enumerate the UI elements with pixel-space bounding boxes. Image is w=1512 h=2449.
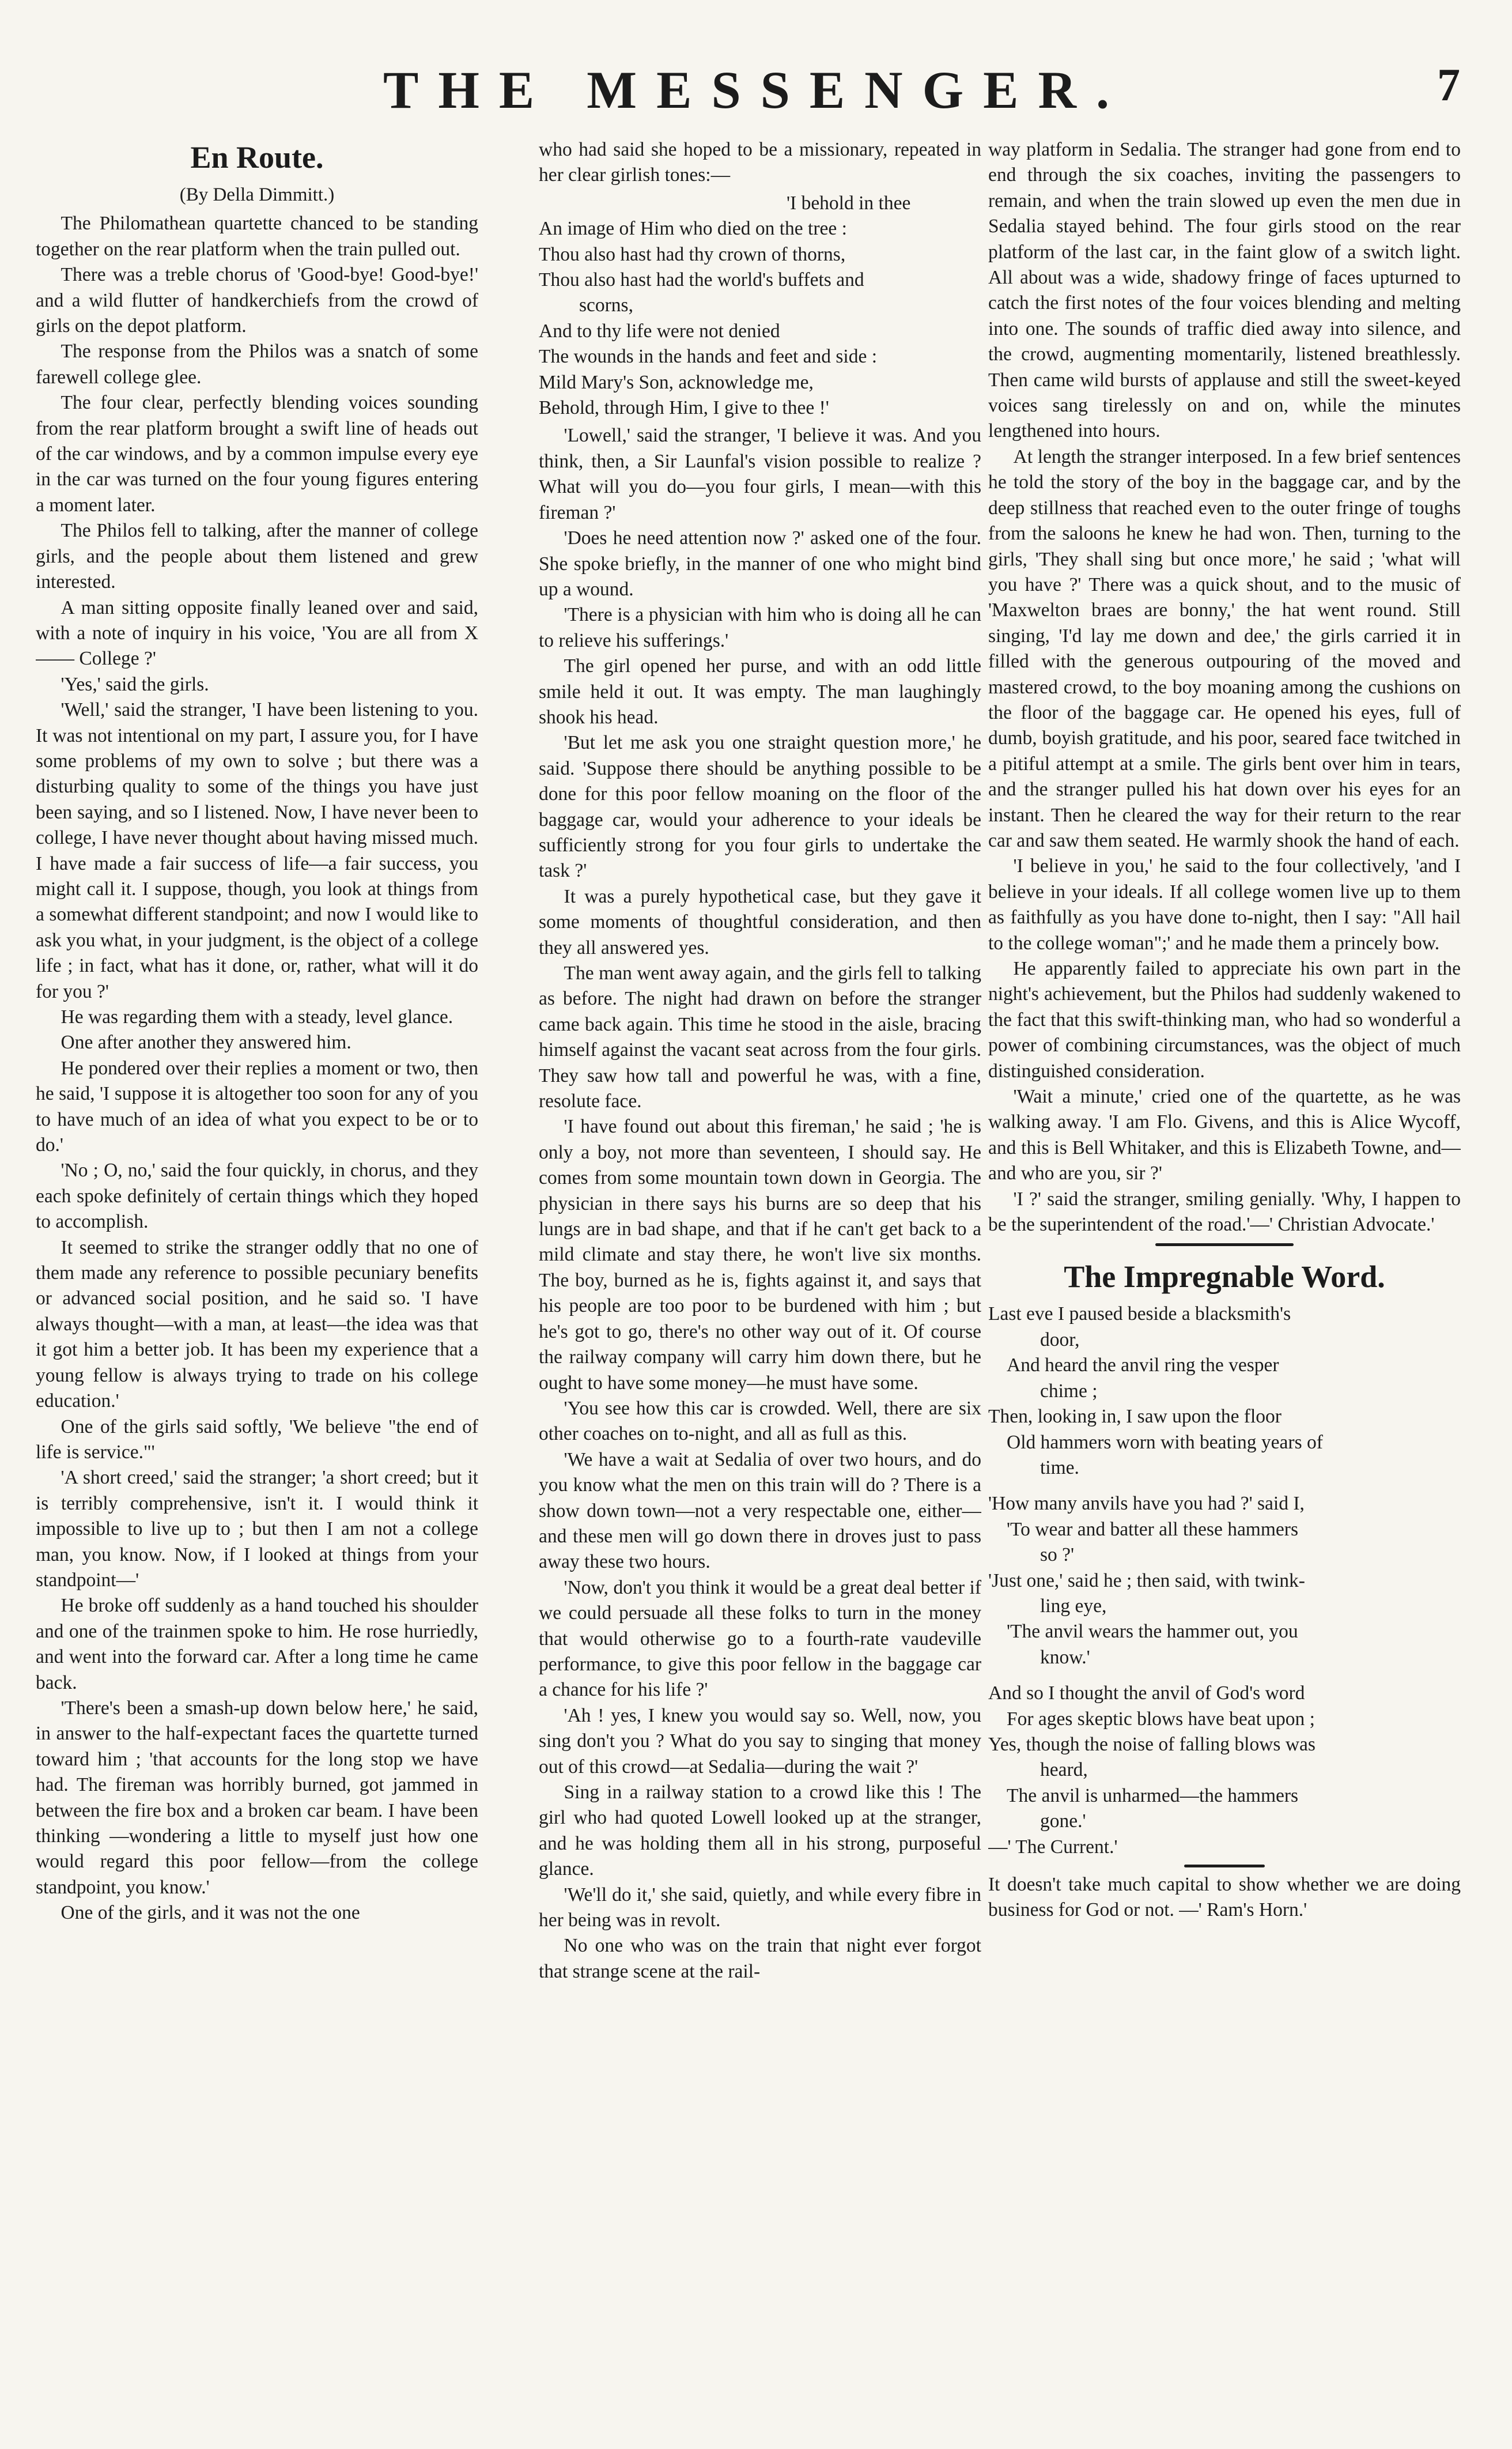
poem-line: 'I behold in thee: [787, 192, 911, 214]
paragraph: There was a treble chorus of 'Good-bye! Good-bye!' and a wild flutter of handkerchiefs from the crowd of girls on the depot platform.: [36, 264, 478, 337]
paragraph: 'I believe in you,' he said to the four collectively, 'and I believe in your ideals. If all college women live up to them as faithfully as you have done to-night, then I say: "All hail to the college woman";' and he made them a princely bow.: [988, 855, 1461, 954]
paragraph: The Philos fell to talking, after the manner of college girls, and the people about them listened and grew interested.: [36, 520, 478, 593]
poem-line: Then, looking in, I saw upon the floor: [988, 1406, 1282, 1428]
poem-line: 'Just one,' said he ; then said, with twink-: [988, 1569, 1305, 1591]
paragraph: One of the girls, and it was not the one: [61, 1902, 360, 1924]
paragraph: One of the girls said softly, 'We believe "the end of life is service."': [36, 1416, 478, 1463]
paragraph: 'Wait a minute,' cried one of the quartette, as he was walking away. 'I am Flo. Givens, and this is Alice Wycoff, and this is Bell Whitaker, and this is Elizabeth Towne, and—and who are you, sir ?': [988, 1086, 1461, 1184]
paragraph: The Philomathean quartette chanced to be standing together on the rear platform when the train pulled out.: [36, 213, 478, 260]
column-2: [539, 137, 981, 2437]
paragraph: He pondered over their replies a moment or two, then he said, 'I suppose it is altogether too soon for any of you to have much of an idea of what you expect to be or to do.': [36, 1057, 478, 1156]
poem-line: And heard the anvil ring the vesper: [1007, 1354, 1279, 1376]
poem-line: heard,: [1040, 1759, 1088, 1781]
poem-line: Thou also hast had thy crown of thorns,: [539, 243, 846, 265]
paragraph: The four clear, perfectly blending voices sounding from the rear platform brought a swift line of heads out of the car windows, and by a common impulse every eye in the car was turned on the four young figures entering a moment later.: [36, 392, 478, 516]
paragraph: 'Lowell,' said the stranger, 'I believe it was. And you think, then, a Sir Launfal's vision possible to realize ? What will you do—you four girls, I mean—with this fireman ?': [539, 425, 981, 523]
poem-line: And to thy life were not denied: [539, 320, 780, 342]
poem-line: 'The anvil wears the hammer out, you: [1007, 1621, 1298, 1643]
paragraph: 'I have found out about this fireman,' he said ; 'he is only a boy, not more than seventeen, I should say. He comes from some mountain town down in Georgia. The physician in there says his burns are so deep that his lungs are in bad shape, and that if he can't get back to a mild climate and stay there, he won't live six months. The boy, burned as he is, fights against it, and says that his people are too poor to be burdened with him ; but he's got to go, there's no other way out of it. Of course the railway company will carry him down there, but he ought to have some money—he must have some.: [539, 1116, 981, 1394]
poem-impregnable-word: [988, 1301, 1461, 1860]
paragraph: At length the stranger interposed. In a few brief sentences he told the story of the boy in the baggage car, and by the deep stillness that reached even to the outer fringe of toughs from the saloons he knew he had won. Then, turning to the girls, 'They shall sing but once more,' he said ; 'what will you have ?' There was a quick shout, and to the music of 'Maxwelton braes are bonny,' the hat went round. Still singing, 'I'd lay me down and dee,' the girls carried it in filled with the generous outpouring of the moved and mastered crowd, to the boy moaning among the cushions on the floor of the baggage car. He opened his eyes, full of dumb, boyish gratitude, and his poor, seared face twitched in a pitiful attempt at a smile. The girls bent over him in tears, and the stranger pulled his hat down over his eyes for an instant. Then he cleared the way for their return to the rear car and saw them seated. He warmly shook the hand of each.: [988, 446, 1461, 851]
paragraph: No one who was on the train that night ever forgot that strange scene at the rail-: [539, 1935, 981, 1982]
paragraph: It seemed to strike the stranger oddly that no one of them made any reference to possible pecuniary benefits or advanced social position, and he said so. 'I have always thought—with a man, at least—the idea was that it got him a better job. It has been my experience that a young fellow is always trying to trade on his college education.': [36, 1236, 478, 1412]
poem-line: Mild Mary's Son, acknowledge me,: [539, 371, 814, 393]
masthead: [0, 0, 1512, 130]
poem-line: The anvil is unharmed—the hammers: [1007, 1784, 1299, 1806]
poem-line: Last eve I paused beside a blacksmith's: [988, 1303, 1291, 1325]
paragraph: 'Well,' said the stranger, 'I have been listening to you. It was not intentional on my part, I assure you, for I have some problems of my own to solve ; but there was a disturbing quality to some of the things you have just been saying, and so I listened. Now, I have never been to college, I have never thought about having missed much. I have made a fair success of life—a fair success, you might call it. I suppose, though, you look at things from a somewhat different standpoint; and now I would like to ask you what, in your judgment, is the object of a college life ; in fact, what has it done, or, rather, what will it do for you ?': [36, 699, 478, 1002]
paragraph: A man sitting opposite finally leaned over and said, with a note of inquiry in his voice, 'You are all from X—— College ?': [36, 597, 478, 670]
poem-line: time.: [1040, 1456, 1079, 1478]
poem-line: For ages skeptic blows have beat upon ;: [1007, 1708, 1315, 1730]
paragraph: 'Ah ! yes, I knew you would say so. Well, now, you sing don't you ? What do you say to singing that money out of this crowd—at Sedalia—during the wait ?': [539, 1704, 981, 1778]
poem-title: The Impregnable Word.: [1064, 1259, 1385, 1295]
article-byline: (By Della Dimmitt.): [179, 184, 335, 205]
paragraph: He was regarding them with a steady, level glance.: [61, 1006, 453, 1028]
paragraph: 'No ; O, no,' said the four quickly, in chorus, and they each spoke definitely of certain things which they hoped to accomplish.: [36, 1160, 478, 1233]
poem-line: scorns,: [579, 295, 633, 316]
paragraph: He broke off suddenly as a hand touched his shoulder and one of the trainmen spoke to him. He rose hurriedly, and went into the forward car. After a long time he came back.: [36, 1595, 478, 1693]
lowell-quote: [539, 191, 981, 421]
poem-source: —' The Current.': [988, 1836, 1118, 1858]
poem-line: And so I thought the anvil of God's word: [988, 1682, 1305, 1704]
poem-line: Old hammers worn with beating years of: [1007, 1431, 1323, 1453]
paragraph: Sing in a railway station to a crowd like this ! The girl who had quoted Lowell looked up at the stranger, and he was holding them all in his strong, purposeful glance.: [539, 1782, 981, 1880]
paragraph: He apparently failed to appreciate his own part in the night's achievement, but the Philos had suddenly wakened to the fact that this swift-thinking man, who had so wonderful a power of combining circumstances, was the object of much distinguished consideration.: [988, 958, 1461, 1082]
poem-line: An image of Him who died on the tree :: [539, 218, 847, 240]
poem-line: so ?': [1040, 1544, 1075, 1566]
section-divider: [1184, 1865, 1265, 1867]
column-3: [988, 137, 1461, 2437]
poem-line: Yes, though the noise of falling blows was: [988, 1733, 1316, 1755]
section-divider: [1155, 1243, 1294, 1246]
poem-line: 'To wear and batter all these hammers: [1007, 1518, 1298, 1540]
paragraph: 'You see how this car is crowded. Well, there are six other coaches on to-night, and all as full as this.: [539, 1397, 981, 1445]
poem-line: door,: [1040, 1329, 1080, 1350]
poem-line: Behold, through Him, I give to thee !': [539, 397, 829, 419]
page-number: 7: [1437, 60, 1460, 111]
paragraph: 'Does he need attention now ?' asked one of the four. She spoke briefly, in the manner of one who might bind up a wound.: [539, 527, 981, 600]
paragraph: way platform in Sedalia. The stranger had gone from end to end through the six coaches, inviting the passengers to remain, and when the train slowed up even the men due in Sedalia stayed behind. The four girls stood on the rear platform of the last car, in the faint glow of a switch light. All about was a wide, shadowy fringe of faces upturned to catch the first notes of the four voices blending and melting into one. The sounds of traffic died away into silence, and the crowd, augmenting momentarily, listened breathlessly. Then came wild bursts of applause and still the sweet-keyed voices sang tirelessly on and on, while the minutes lengthened into hours.: [988, 139, 1461, 442]
paragraph: who had said she hoped to be a missionary, repeated in her clear girlish tones:—: [539, 139, 981, 186]
masthead-title: THE MESSENGER.: [383, 61, 1129, 119]
paragraph: 'There's been a smash-up down below here,' he said, in answer to the half-expectant faces the quartette turned toward him ; 'that accounts for the long stop we have had. The fireman was horribly burned, got jammed in between the fire box and a broken car beam. I have been thinking —wondering a little to myself just how one would regard this poor fellow—from the college standpoint, you know.': [36, 1697, 478, 1898]
paragraph: 'A short creed,' said the stranger; 'a short creed; but it is terribly comprehensive, isn't it. I would think it impossible to live up to ; but then I am not a college man, you know. Now, if I looked at things from your standpoint—': [36, 1467, 478, 1591]
poem-line: chime ;: [1040, 1380, 1098, 1402]
paragraph: 'But let me ask you one straight question more,' he said. 'Suppose there should be anything possible to be done for this poor fellow moaning on the floor of the baggage car, would your adherence to your ideals be sufficiently strong for you four girls to undertake the task ?': [539, 732, 981, 882]
paragraph: The girl opened her purse, and with an odd little smile held it out. It was empty. The man laughingly shook his head.: [539, 655, 981, 728]
poem-line: know.': [1040, 1646, 1090, 1668]
poem-line: Thou also hast had the world's buffets and: [539, 269, 864, 291]
paragraph: The man went away again, and the girls fell to talking as before. The night had drawn on before the stranger came back again. This time he stood in the aisle, bracing himself against the vacant seat across from the four girls. They saw how tall and powerful he was, with a fine, resolute face.: [539, 963, 981, 1112]
filler-paragraph: It doesn't take much capital to show whether we are doing business for God or not. —' Ram's Horn.': [988, 1874, 1461, 1921]
paragraph: 'Now, don't you think it would be a great deal better if we could persuade all these folks to turn in the money that would otherwise go to a fourth-rate vaudeville performance, to give this poor fellow in the baggage car a chance for his life ?': [539, 1576, 981, 1701]
paragraph: It was a purely hypothetical case, but they gave it some moments of thoughtful consideration, and then they all answered yes.: [539, 885, 981, 959]
paragraph: The response from the Philos was a snatch of some farewell college glee.: [36, 341, 478, 388]
poem-line: ling eye,: [1040, 1595, 1107, 1617]
paragraph: 'We'll do it,' she said, quietly, and while every fibre in her being was in revolt.: [539, 1884, 981, 1931]
poem-line: 'How many anvils have you had ?' said I,: [988, 1493, 1305, 1515]
paragraph: One after another they answered him.: [61, 1032, 351, 1054]
paragraph: 'Yes,' said the girls.: [61, 673, 209, 695]
paragraph: 'I ?' said the stranger, smiling genially. 'Why, I happen to be the superintendent of the road.'—' Christian Advocate.': [988, 1188, 1461, 1236]
paragraph: 'There is a physician with him who is doing all he can to relieve his sufferings.': [539, 604, 981, 651]
column-1: [36, 137, 478, 2437]
poem-line: The wounds in the hands and feet and side :: [539, 346, 878, 368]
article-title: En Route.: [190, 140, 324, 175]
poem-line: gone.': [1040, 1810, 1086, 1832]
paragraph: 'We have a wait at Sedalia of over two hours, and do you know what the men on this train will do ? There is a show down town—not a very respectable one, either—and these men will go down there in droves just to pass away these two hours.: [539, 1448, 981, 1573]
